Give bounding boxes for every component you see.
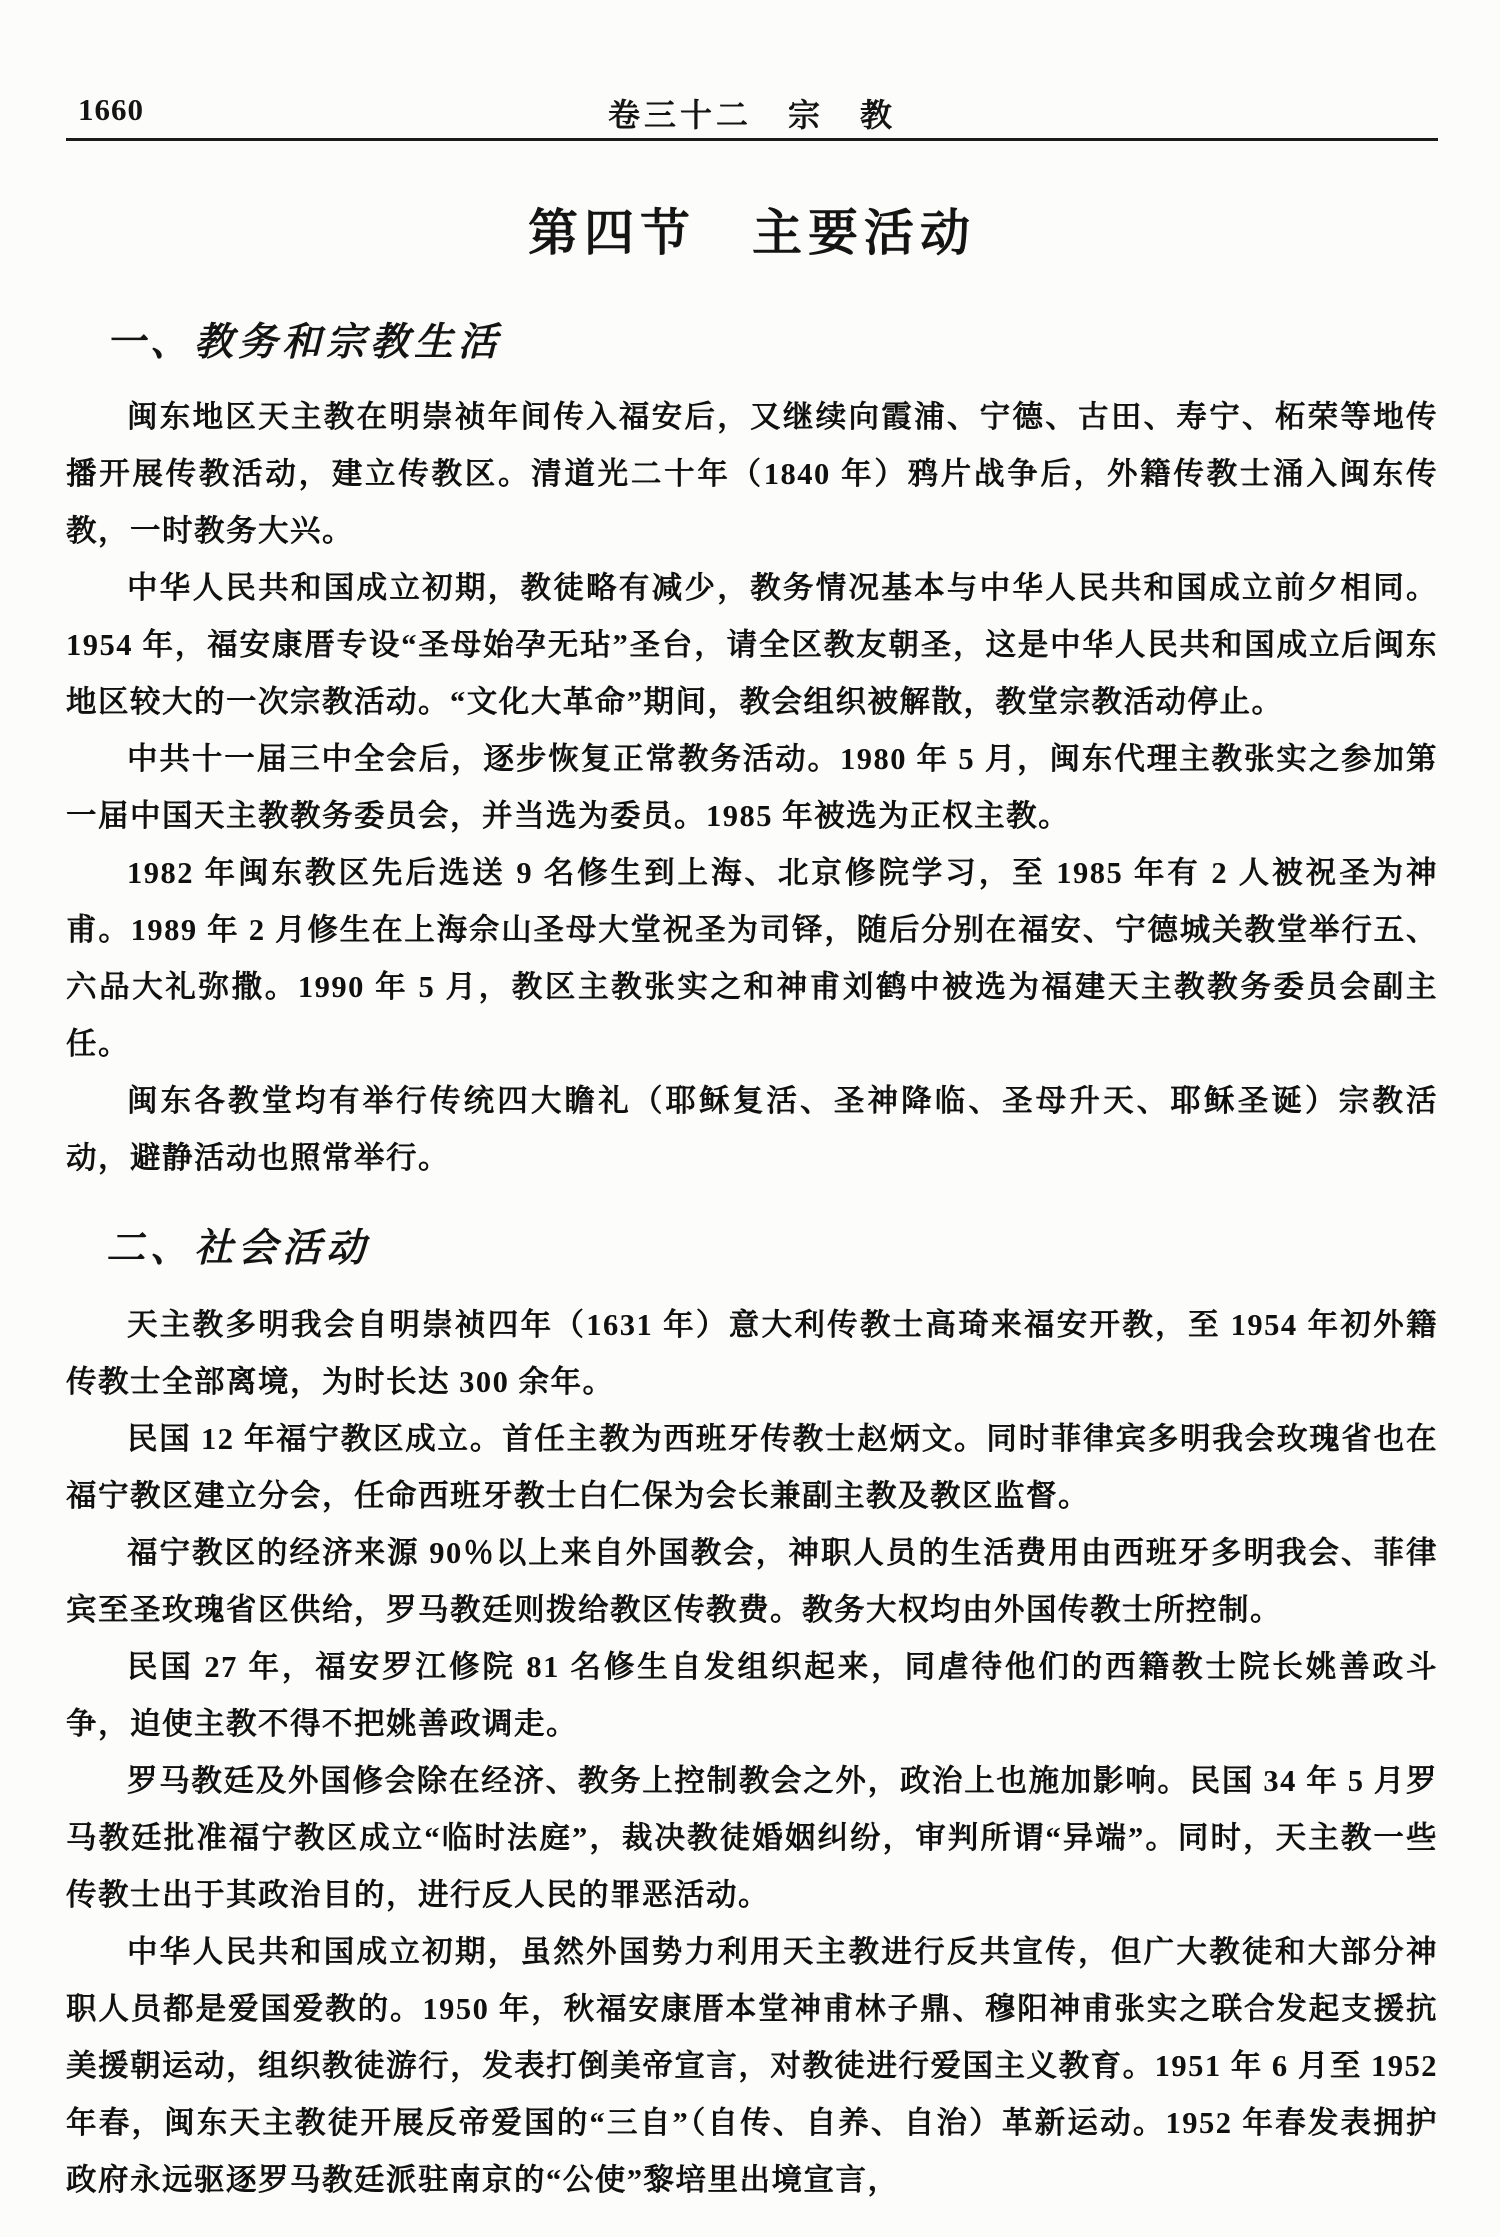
body-paragraph: 闽东各教堂均有举行传统四大瞻礼（耶稣复活、圣神降临、圣母升天、耶稣圣诞）宗教活动，避静活动也照常举行。 xyxy=(66,1084,1438,1175)
subsection-heading-2: 二、社会活动 xyxy=(106,1227,371,1270)
section-1-body xyxy=(66,389,1438,1187)
section-2-body xyxy=(66,1297,1438,2209)
body-paragraph: 罗马教廷及外国修会除在经济、教务上控制教会之外，政治上也施加影响。民国 34 年 5 月罗马教廷批准福宁教区成立“临时法庭”，裁决教徒婚姻纠纷，审判所谓“异端”。同时，天主教一些传教士出于其政治目的，进行反人民的罪恶活动。 xyxy=(66,1764,1438,1912)
body-paragraph: 闽东地区天主教在明崇祯年间传入福安后，又继续向霞浦、宁德、古田、寿宁、柘荣等地传播开展传教活动，建立传教区。清道光二十年（1840 年）鸦片战争后，外籍传教士涌入闽东传教，一时教务大兴。 xyxy=(66,400,1438,548)
body-paragraph: 1982 年闽东教区先后选送 9 名修生到上海、北京修院学习，至 1985 年有 2 人被祝圣为神甫。1989 年 2 月修生在上海佘山圣母大堂祝圣为司铎，随后分别在福安、宁德城关教堂举行五、六品大礼弥撒。1990 年 5 月，教区主教张实之和神甫刘鹤中被选为福建天主教教务委员会副主任。 xyxy=(66,856,1438,1061)
volume-header-title: 卷三十二 宗 教 xyxy=(607,97,896,133)
body-paragraph: 中华人民共和国成立初期，教徒略有减少，教务情况基本与中华人民共和国成立前夕相同。1954 年，福安康厝专设“圣母始孕无玷”圣台，请全区教友朝圣，这是中华人民共和国成立后闽东地区较大的一次宗教活动。“文化大革命”期间，教会组织被解散，教堂宗教活动停止。 xyxy=(66,571,1438,719)
header-divider xyxy=(66,138,1438,141)
body-paragraph: 中共十一届三中全会后，逐步恢复正常教务活动。1980 年 5 月，闽东代理主教张实之参加第一届中国天主教教务委员会，并当选为委员。1985 年被选为正权主教。 xyxy=(66,742,1438,833)
body-paragraph: 天主教多明我会自明崇祯四年（1631 年）意大利传教士高琦来福安开教，至 1954 年初外籍传教士全部离境，为时长达 300 余年。 xyxy=(66,1308,1438,1399)
section-title: 第四节 主要活动 xyxy=(528,205,976,261)
body-paragraph: 中华人民共和国成立初期，虽然外国势力利用天主教进行反共宣传，但广大教徒和大部分神职人员都是爱国爱教的。1950 年，秋福安康厝本堂神甫林子鼎、穆阳神甫张实之联合发起支援抗美援朝运动，组织教徒游行，发表打倒美帝宣言，对教徒进行爱国主义教育。1951 年 6 月至 1952 年春，闽东天主教徒开展反帝爱国的“三自”（自传、自养、自治）革新运动。1952 年春发表拥护政府永远驱逐罗马教廷派驻南京的“公使”黎培里出境宣言， xyxy=(66,1935,1438,2197)
body-paragraph: 民国 12 年福宁教区成立。首任主教为西班牙传教士赵炳文。同时菲律宾多明我会玫瑰省也在福宁教区建立分会，任命西班牙教士白仁保为会长兼副主教及教区监督。 xyxy=(66,1422,1438,1513)
subsection-heading-1: 一、教务和宗教生活 xyxy=(106,321,503,364)
body-paragraph: 福宁教区的经济来源 90％以上来自外国教会，神职人员的生活费用由西班牙多明我会、菲律宾至圣玫瑰省区供给，罗马教廷则拨给教区传教费。教务大权均由外国传教士所控制。 xyxy=(66,1536,1438,1627)
running-header xyxy=(66,88,1438,132)
page-number: 1660 xyxy=(78,92,144,127)
body-paragraph: 民国 27 年，福安罗江修院 81 名修生自发组织起来，同虐待他们的西籍教士院长姚善政斗争，迫使主教不得不把姚善政调走。 xyxy=(66,1650,1438,1741)
